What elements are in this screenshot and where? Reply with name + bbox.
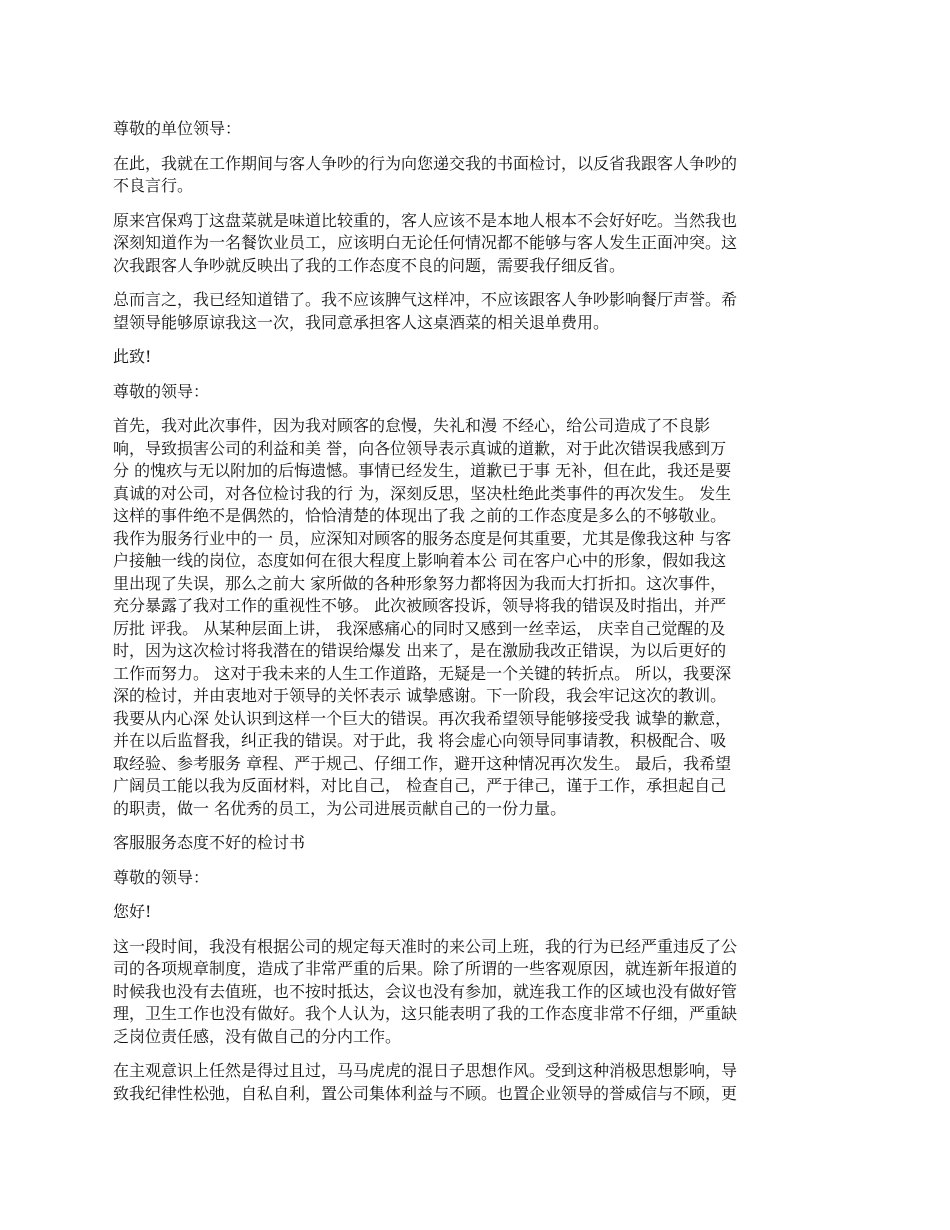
text-line: 户接触一线的岗位，态度如何在很大程度上影响着本公 司在客户心中的形象，假如我这	[113, 551, 727, 570]
text-line: 原来宫保鸡丁这盘菜就是味道比较重的，客人应该不是本地人根本不会好好吃。当然我也	[113, 210, 738, 230]
paragraph-intro	[113, 153, 843, 198]
text-line: 深刻知道作为一名餐饮业员工，应该明白无论任何情况都不能够与客人发生正面冲突。这	[113, 233, 738, 252]
text-line: 在主观意识上任然是得过且过，马马虎虎的混日子思想作风。受到这种消极思想影响，导	[113, 1061, 738, 1080]
text-line: 不良言行。	[113, 176, 194, 195]
text-line: 时候我也没有去值班，也不按时抵达，会议也没有参加，就连我工作的区域也没有做好管	[113, 981, 738, 1001]
text-line: 客服服务态度不好的检讨书	[113, 833, 306, 852]
text-line: 您好!	[113, 902, 152, 921]
text-line: 首先，我对此次事件，因为我对顾客的怠慢，失礼和漫 不经心，给公司造成了不良影	[113, 416, 711, 435]
text-line: 在此，我就在工作期间与客人争吵的行为向您递交我的书面检讨，以反省我跟客人争吵的	[113, 153, 738, 173]
salutation-unit-leader	[113, 118, 843, 141]
paragraph-apology-long	[113, 415, 843, 820]
text-line: 深的检讨，并由衷地对于领导的关怀表示 诚挚感谢。下一阶段，我会牢记这次的教训。	[113, 686, 727, 705]
document-body	[113, 118, 843, 1117]
text-line: 厉批 评我。 从某种层面上讲， 我深感痛心的同时又感到一丝幸运， 庆幸自己觉醒的及	[113, 618, 726, 638]
text-line: 乏岗位责任感，没有做自己的分内工作。	[113, 1026, 402, 1046]
text-line: 这样的事件绝不是偶然的，恰恰清楚的体现出了我 之前的工作态度是多么的不够敬业。	[113, 506, 727, 525]
salutation-leader-2	[113, 867, 843, 890]
text-line: 的职责，做一 名优秀的员工，为公司进展贡献自己的一份力量。	[113, 798, 567, 818]
text-line: 真诚的对公司，对各位检讨我的行 为，深刻反思，坚决杜绝此类事件的再次发生。 发生	[113, 483, 732, 503]
text-line: 分 的愧疚与无以附加的后悔遗憾。事情已经发生，道歉已于事 无补，但在此，我还是要	[113, 461, 732, 480]
paragraph-attendance	[113, 936, 843, 1049]
salutation-leader	[113, 381, 843, 404]
text-line: 取经验、参考服务 章程、严于规己、仔细工作，避开这种情况再次发生。 最后，我希望	[113, 753, 732, 773]
text-line: 并在以后监督我，纠正我的错误。对于此，我 将会虚心向领导同事请教，积极配合、吸	[113, 731, 727, 750]
text-line: 此致!	[113, 347, 152, 366]
text-line: 广阔员工能以我为反面材料，对比自己， 检查自己，严于律己，谨于工作，承担起自己	[113, 776, 727, 795]
text-line: 尊敬的单位领导：	[113, 119, 242, 138]
text-line: 总而言之，我已经知道错了。我不应该脾气这样冲，不应该跟客人争吵影响餐厅声誉。希	[113, 290, 738, 309]
text-line: 次我跟客人争吵就反映出了我的工作态度不良的问题，需要我仔细反省。	[113, 255, 626, 275]
text-line: 充分暴露了我对工作的重视性不够。 此次被顾客投诉，领导将我的错误及时指出，并严	[113, 596, 727, 615]
text-line: 响，导致损害公司的利益和美 誉，向各位领导表示真诚的道歉，对于此次错误我感到万	[113, 438, 727, 458]
paragraph-attitude	[113, 1060, 843, 1105]
text-line: 里出现了失误，那么之前大 家所做的各种形象努力都将因为我而大打折扣。这次事件，	[113, 573, 727, 593]
text-line: 工作而努力。 这对于我未来的人生工作道路，无疑是一个关键的转折点。 所以，我要深	[113, 663, 732, 683]
text-line: 望领导能够原谅我这一次，我同意承担客人这桌酒菜的相关退单费用。	[113, 312, 610, 332]
text-line: 时，因为这次检讨将我潜在的错误给爆发 出来了，是在激励我改正错误，为以后更好的	[113, 641, 727, 660]
section-title	[113, 832, 843, 855]
greeting	[113, 901, 843, 924]
text-line: 我要从内心深 处认识到这样一个巨大的错误。再次我希望领导能够接受我 诚挚的歉意，	[113, 708, 732, 728]
text-line: 致我纪律性松弛，自私自利，置公司集体利益与不顾。也置企业领导的誉威信与不顾，更	[113, 1083, 738, 1103]
text-line: 我作为服务行业中的一 员，应深知对顾客的服务态度是何其重要，尤其是像我这种 与客	[113, 528, 732, 548]
text-line: 司的各项规章制度，造成了非常严重的后果。除了所谓的一些客观原因，就连新年报道的	[113, 959, 738, 978]
text-line: 这一段时间，我没有根据公司的规定每天准时的来公司上班，我的行为已经严重违反了公	[113, 936, 738, 956]
closing-regards	[113, 346, 843, 369]
paragraph-conclusion	[113, 289, 843, 334]
text-line: 尊敬的领导：	[113, 381, 210, 401]
text-line: 理，卫生工作也没有做好。我个人认为，这只能表明了我的工作态度非常不仔细，严重缺	[113, 1004, 738, 1023]
text-line: 尊敬的领导：	[113, 867, 210, 887]
paragraph-explanation	[113, 210, 843, 278]
